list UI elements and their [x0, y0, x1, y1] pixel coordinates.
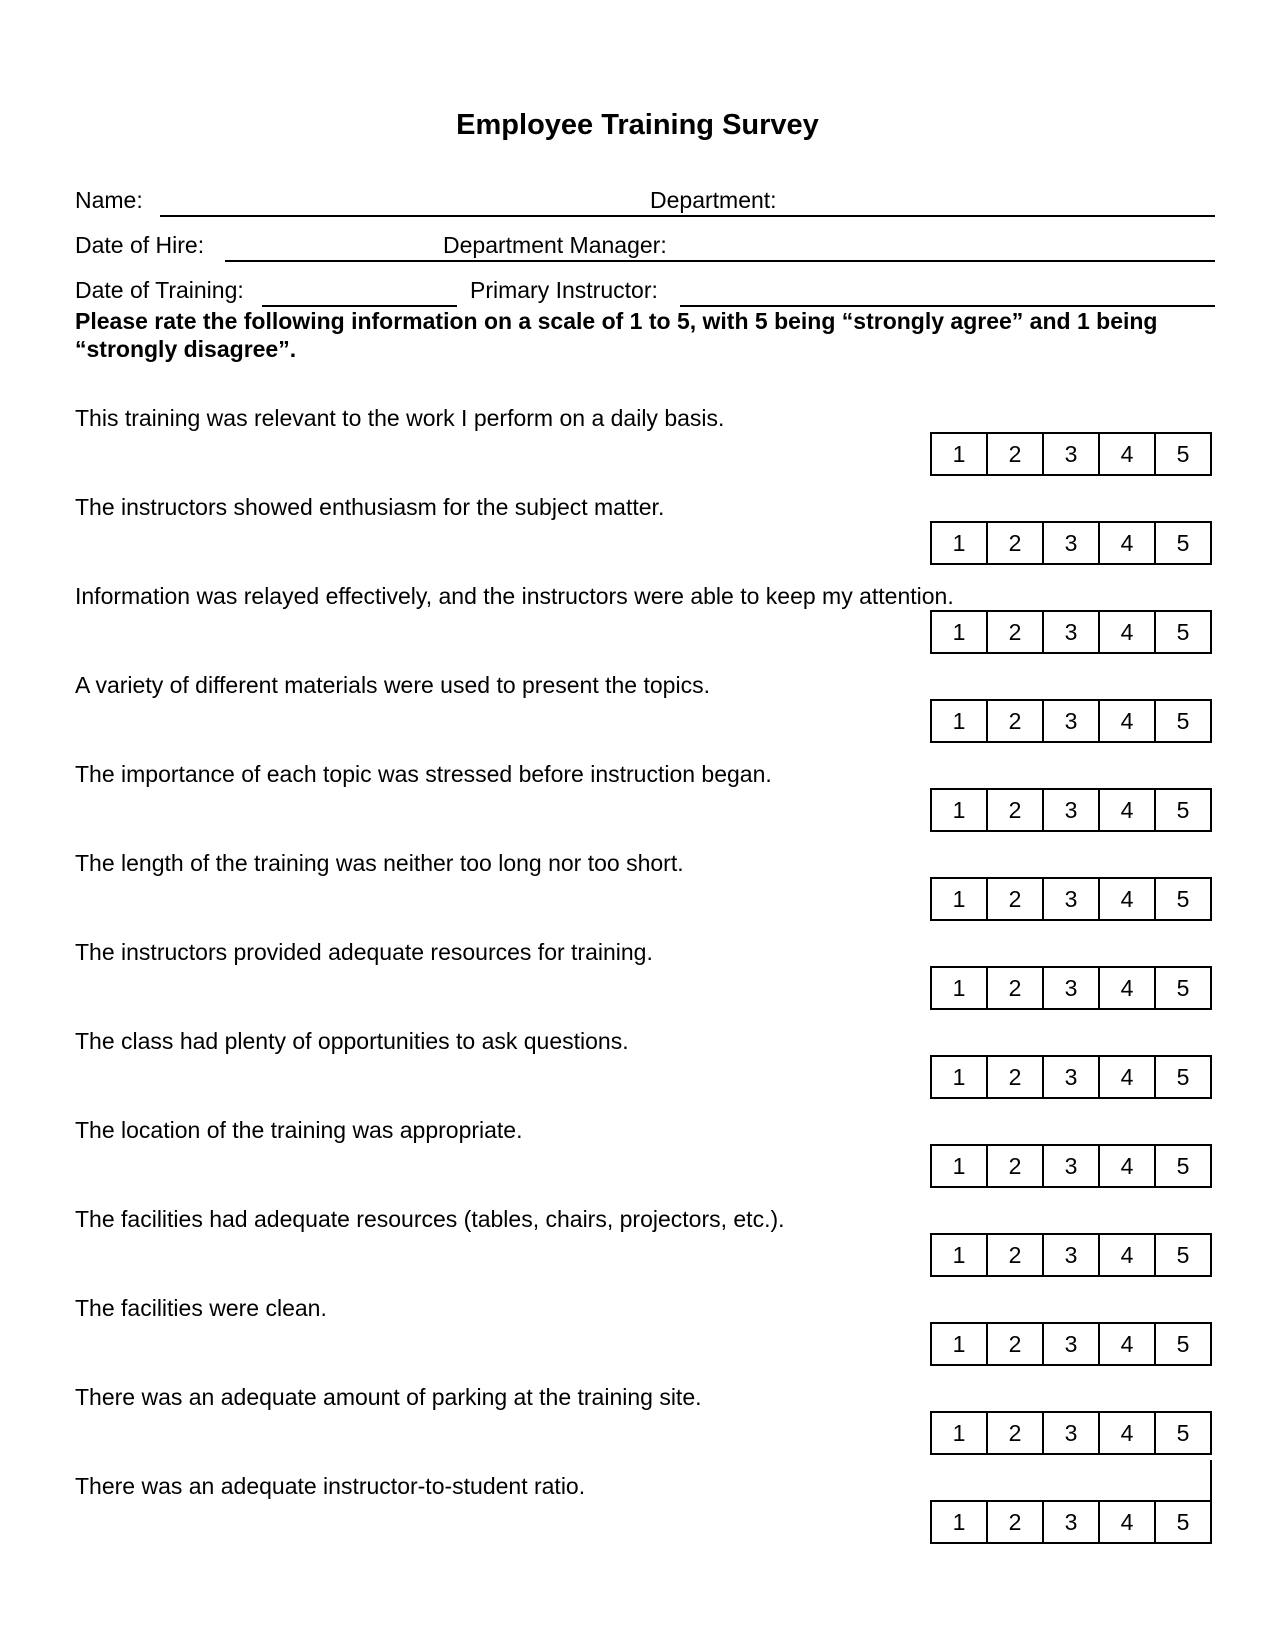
- rating-option[interactable]: 1: [932, 968, 988, 1008]
- rating-option[interactable]: 3: [1044, 701, 1100, 741]
- rating-instructions: Please rate the following information on a scale of 1 to 5, with 5 being “strongly agree” and 1 being “strongly disagree”.: [75, 308, 1158, 362]
- rating-option[interactable]: 1: [932, 879, 988, 919]
- rating-option[interactable]: 5: [1176, 618, 1190, 645]
- rating-option[interactable]: 2: [988, 1057, 1044, 1097]
- rating-option[interactable]: 1: [932, 1502, 988, 1542]
- rating-option[interactable]: 2: [988, 1502, 1044, 1542]
- rating-option[interactable]: 2: [988, 1146, 1044, 1186]
- question-text: The class had plenty of opportunities to ask questions.: [75, 1028, 629, 1054]
- name-label: Name:: [75, 187, 143, 213]
- rating-option[interactable]: 2: [988, 701, 1044, 741]
- date-of-hire-label: Date of Hire:: [75, 232, 205, 258]
- rating-option[interactable]: 2: [988, 1324, 1044, 1364]
- date-of-hire-field[interactable]: [225, 260, 1215, 262]
- rating-option[interactable]: 2: [988, 879, 1044, 919]
- rating-option[interactable]: 4: [1100, 523, 1156, 563]
- rating-option[interactable]: 2: [988, 523, 1044, 563]
- rating-option[interactable]: 2: [988, 1413, 1044, 1453]
- rating-option[interactable]: 3: [1044, 434, 1100, 474]
- department-manager-label: Department Manager:: [443, 232, 667, 258]
- rating-scale: [930, 877, 1212, 921]
- rating-option[interactable]: 4: [1100, 434, 1156, 474]
- question-text: The facilities had adequate resources (tables, chairs, projectors, etc.).: [75, 1206, 785, 1232]
- rating-option[interactable]: 1: [932, 701, 988, 741]
- rating-option[interactable]: 4: [1100, 790, 1156, 830]
- rating-scale: [930, 1411, 1212, 1455]
- rating-option[interactable]: 1: [932, 434, 988, 474]
- question-text: The importance of each topic was stressed before instruction began.: [75, 761, 772, 787]
- rating-option[interactable]: 4: [1100, 968, 1156, 1008]
- rating-option[interactable]: 5: [1176, 885, 1190, 912]
- question-text: The facilities were clean.: [75, 1295, 327, 1321]
- rating-option[interactable]: 3: [1044, 1324, 1100, 1364]
- rating-option[interactable]: 2: [988, 968, 1044, 1008]
- rating-option[interactable]: 3: [1044, 1057, 1100, 1097]
- rating-option[interactable]: 3: [1044, 612, 1100, 652]
- question-text: The length of the training was neither too long nor too short.: [75, 850, 684, 876]
- department-label: Department:: [650, 187, 777, 213]
- rating-scale: [930, 1055, 1212, 1099]
- rating-option[interactable]: 5: [1176, 440, 1190, 467]
- rating-scale: [930, 788, 1212, 832]
- rating-option[interactable]: 5: [1176, 1152, 1190, 1179]
- rating-option[interactable]: 2: [988, 612, 1044, 652]
- page-title: Employee Training Survey: [456, 109, 819, 141]
- rating-option[interactable]: 1: [932, 1324, 988, 1364]
- rating-option[interactable]: 4: [1100, 1235, 1156, 1275]
- question-text: The location of the training was appropriate.: [75, 1117, 523, 1143]
- rating-scale: [930, 1322, 1212, 1366]
- rating-scale: [930, 521, 1212, 565]
- rating-option[interactable]: 1: [932, 1235, 988, 1275]
- rating-option[interactable]: 4: [1100, 612, 1156, 652]
- rating-scale: [930, 699, 1212, 743]
- rating-option[interactable]: 3: [1044, 1235, 1100, 1275]
- rating-option[interactable]: 4: [1100, 1502, 1156, 1542]
- rating-option[interactable]: 4: [1100, 1057, 1156, 1097]
- name-department-row: [75, 185, 1215, 217]
- rating-option[interactable]: 1: [932, 612, 988, 652]
- rating-option[interactable]: 4: [1100, 879, 1156, 919]
- question-text: There was an adequate amount of parking at the training site.: [75, 1384, 702, 1410]
- rating-option[interactable]: 3: [1044, 968, 1100, 1008]
- rating-option[interactable]: 2: [988, 434, 1044, 474]
- rating-option[interactable]: 3: [1044, 790, 1100, 830]
- rating-option[interactable]: 5: [1176, 1330, 1190, 1357]
- rating-option[interactable]: 5: [1176, 796, 1190, 823]
- question-text: The instructors provided adequate resources for training.: [75, 939, 653, 965]
- training-instructor-row: [75, 275, 1215, 307]
- rating-option[interactable]: 3: [1044, 1502, 1100, 1542]
- rating-option[interactable]: 5: [1176, 1419, 1190, 1446]
- primary-instructor-label: Primary Instructor:: [470, 277, 658, 303]
- rating-option[interactable]: 5: [1176, 974, 1190, 1001]
- rating-option[interactable]: 1: [932, 1057, 988, 1097]
- rating-option[interactable]: 3: [1044, 1413, 1100, 1453]
- hire-manager-row: [75, 230, 1215, 262]
- rating-option[interactable]: 4: [1100, 701, 1156, 741]
- date-of-training-label: Date of Training:: [75, 277, 244, 303]
- rating-option[interactable]: 4: [1100, 1413, 1156, 1453]
- rating-option[interactable]: 5: [1176, 1063, 1190, 1090]
- question-text: Information was relayed effectively, and the instructors were able to keep my attention.: [75, 583, 954, 609]
- rating-option[interactable]: 1: [932, 790, 988, 830]
- rating-scale: [930, 1144, 1212, 1188]
- rating-option[interactable]: 1: [932, 1146, 988, 1186]
- rating-option[interactable]: 2: [988, 790, 1044, 830]
- rating-option[interactable]: 5: [1176, 529, 1190, 556]
- name-department-field[interactable]: [160, 215, 1215, 217]
- rating-scale: [930, 1500, 1212, 1544]
- rating-option[interactable]: 5: [1176, 707, 1190, 734]
- rating-connector-line: [1210, 1460, 1212, 1506]
- question-text: There was an adequate instructor-to-student ratio.: [75, 1473, 586, 1499]
- rating-option[interactable]: 5: [1176, 1508, 1190, 1535]
- rating-option[interactable]: 1: [932, 523, 988, 563]
- rating-option[interactable]: 3: [1044, 1146, 1100, 1186]
- rating-option[interactable]: 2: [988, 1235, 1044, 1275]
- rating-option[interactable]: 1: [932, 1413, 988, 1453]
- rating-option[interactable]: 5: [1176, 1241, 1190, 1268]
- question-text: The instructors showed enthusiasm for the subject matter.: [75, 494, 665, 520]
- rating-option[interactable]: 4: [1100, 1146, 1156, 1186]
- rating-option[interactable]: 4: [1100, 1324, 1156, 1364]
- rating-scale: [930, 432, 1212, 476]
- rating-option[interactable]: 3: [1044, 523, 1100, 563]
- question-text: This training was relevant to the work I perform on a daily basis.: [75, 405, 725, 431]
- rating-option[interactable]: 3: [1044, 879, 1100, 919]
- rating-scale: [930, 1233, 1212, 1277]
- rating-scale: [930, 610, 1212, 654]
- rating-scale: [930, 966, 1212, 1010]
- question-text: A variety of different materials were used to present the topics.: [75, 672, 710, 698]
